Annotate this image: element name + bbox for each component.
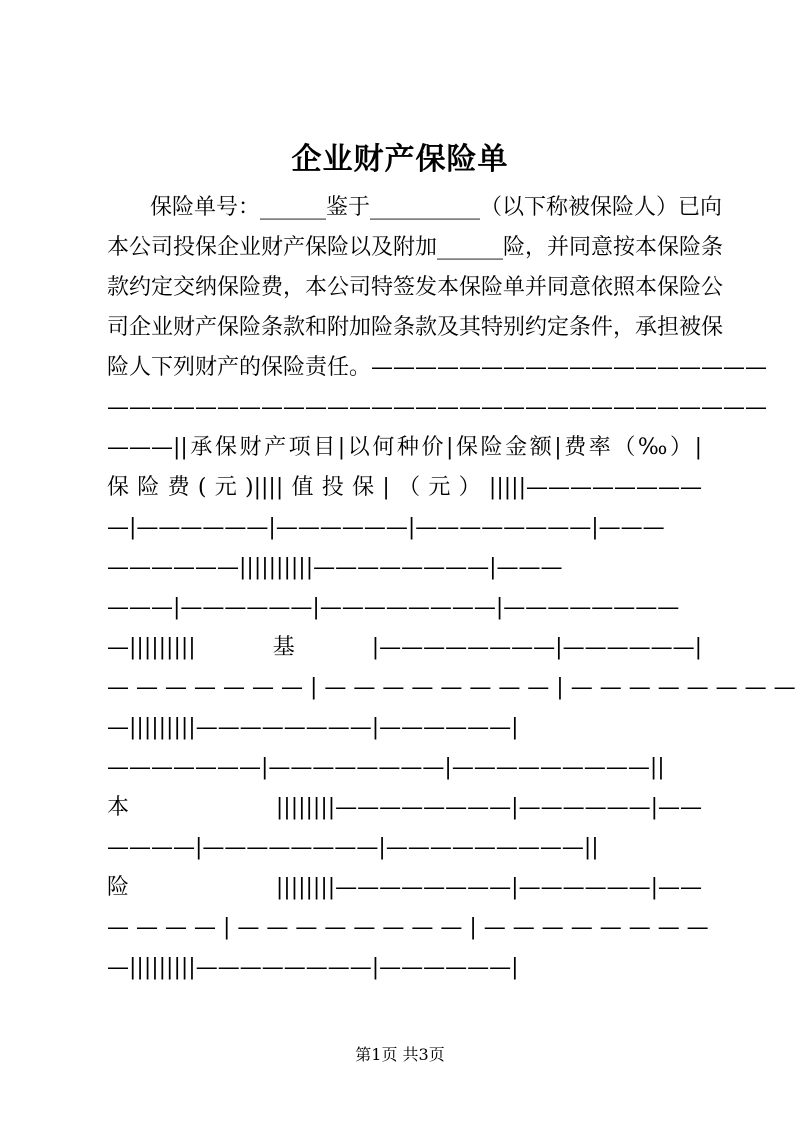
body-line: —|||||||||基|————————|——————| [107,635,702,660]
body-line: 款约定交纳保险费，本公司特签发本保险单并同意依照本保险公 [107,275,724,300]
body-line: —|||||||||————————|——————| [107,715,519,740]
body-line: —|||||||||————————|——————| [107,955,519,980]
body-line: 本||||||||————————|——————|—— [107,795,702,820]
body-line: ———————|————————|—————————|| [107,755,665,780]
body-line: 保险单号：______鉴于__________（以下称被保险人）已向 [150,195,723,220]
body-line: —|——————|——————|————————|——— [107,515,665,540]
body-line: ———||承保财产项目|以何种价|保险金额|费率（‰）| [107,435,702,460]
body-line: 险人下列财产的保险责任。—————————————————— [107,355,768,380]
document-title: 企业财产保险单 [291,142,509,177]
body-line: ——————||||||||||————————|——— [107,555,563,580]
body-line: 本公司投保企业财产保险以及附加______险，并同意按本保险条 [107,235,724,260]
body-line: 险||||||||————————|——————|—— [107,875,702,900]
page-footer: 第1页 共3页 [355,1045,445,1064]
body-line: — — — — | — — — — — — — — | — — — — — — — — [107,915,709,940]
body-line: — — — — — — — | — — — — — — — — | — — — — — — — — [107,675,796,700]
body-line: 保险费(元)||||值投保|（元）|||||———————— [107,475,702,500]
body-line: ———|——————|————————|———————— [107,595,680,620]
body-line: —————————————————————————————— [107,395,767,420]
body-line: 司企业财产保险条款和附加险条款及其特别约定条件，承担被保 [107,315,724,340]
body-line: ————|————————|—————————|| [107,835,599,860]
